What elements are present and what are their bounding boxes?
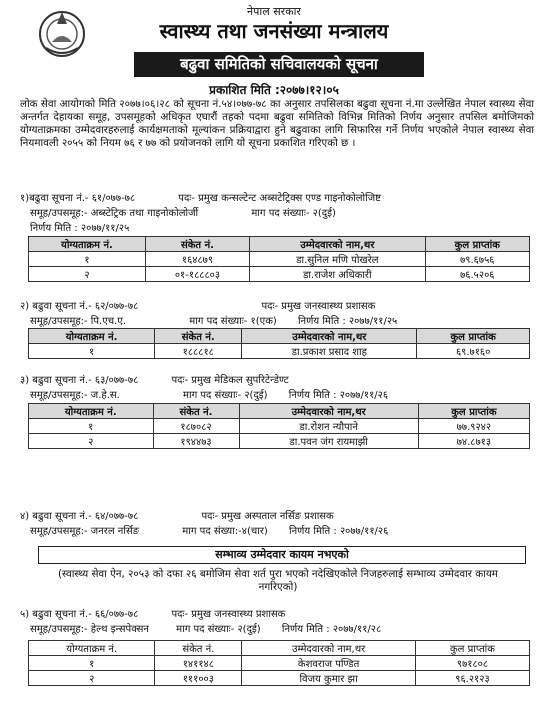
table-header-row: योग्यताक्रम नं. संकेत नं. उम्मेदवारको नाम,थर कुल प्राप्तांक: [29, 404, 530, 419]
section3-line2: समूह/उपसमूह:- ज.हे.स. माग पद संख्याः- २(दुई) निर्णय मिति : २०७७/११/२६: [30, 390, 389, 401]
table-row: २ १११००३ विजय कुमार झा ९६.२१२३: [29, 671, 530, 686]
ministry-name: स्वास्थ्य तथा जनसंख्या मन्त्रालय: [159, 19, 389, 43]
intro-paragraph: लोक सेवा आयोगको मिति २०७७।०६।२८ को सूचना नं.५४।०७७-७८ का अनुसार तपसिलका बढुवा सूचना नं.मा उल्लेखित नेपाल स्वास्थ्य सेवा अन्तर्गत देहायका समूह, उपसमूहको अधिकृत एघारौं तहको पदमा बढुवा समितिको विभिन्न मितिको निर्णय अनुसार तपसिल बमोजिमको योग्यताक्रमका उम्मेदवारहरुलाई कार्यक्षमताको मूल्यांकन प्रक्रियाद्वारा हुने बढुवाका लागि सिफारिस गर्ने निर्णय भएकोले नेपाल स्वास्थ्य सेवा नियमावली २०५५ को नियम ७६ र ७७ को प्रयोजनको लागि यो सूचना प्रकाशित गरिएको छ ।: [20, 98, 534, 149]
section2-table: [28, 328, 530, 359]
table-row: १ १८७०८२ डा.रोशन न्यौपाने ७७.९२४२: [29, 419, 530, 434]
section1-line2: समूह/उपसमूह:- अब्स्टेट्रिक तथा गाइनोकोलोर्जी माग पद संख्याः- २(दुई): [30, 208, 336, 219]
section5-line2: समूह/उपसमूह:- हेल्थ इन्सपेक्सन माग पद संख्याः- २(दुई) निर्णय मिति : २०७७/११/२८: [30, 624, 382, 635]
table-header-row: योग्यताक्रम नं. संकेत नं. उम्मेदवारको नाम,थर कुल प्राप्तांक: [29, 641, 530, 656]
table-row: २ १९४४७३ डा.पवन जंग रायमाझी ७४.८७१३: [29, 434, 530, 449]
section4-line2: समूह/उपसमूह:- जनरल नर्सिङ माग पद संख्या:-४(चार) निर्णय मिति : २०७७/११/२६: [30, 526, 389, 537]
section1-table: [28, 236, 530, 282]
table-row: १ १८८८१८ डा.प्रकाश प्रसाद शाह ६९.७१६०: [29, 344, 530, 359]
section3-line1: ३) बढुवा सूचना नं.- ६३/०७७-७८ पदः- प्रमुख मेडिकल सुपरिटेन्डेण्ट: [20, 375, 289, 386]
table-row: १ १६४८७९ डा.सुनिल मणि पोखरेल ७९.६७५६: [29, 252, 530, 267]
section5-line1: ५) बढुवा सूचना नं.- ६६/०७७-७८ पदः- प्रमुख जनस्वास्थ्य प्रशासक: [20, 609, 286, 620]
section2-line2: समूह/उपसमूह:- पि.एच.ए. माग पद संख्याः- १(एक) निर्णय मिति : २०७७/११/२५: [30, 316, 398, 327]
government-name: नेपाल सरकार: [247, 5, 301, 18]
table-row: १ १४११४८ केशवराज पण्डित ९७१८०८: [29, 656, 530, 671]
no-eligible-candidate-note: (स्वास्थ्य सेवा ऐन, २०५३ को दफा २६ बमोजिम सेवा शर्त पुरा भएको नदेखिएकोले निजहरुलाई सम्भाव्य उम्मेदवार कायम नगरिएको): [58, 568, 498, 593]
section5-table: [28, 640, 530, 686]
section3-table: [28, 403, 530, 449]
section1-line1: १)बढुवा सूचना नं.- ६१/०७७-७८ पदः- प्रमुख कन्सल्टेन्ट अब्सटेट्रिक्स एण्ड गाइनोकोलोजिष्ट: [20, 193, 381, 204]
table-header-row: योग्यताक्रम नं. संकेत नं. उम्मेदवारको नाम,थर कुल प्राप्तांक: [29, 329, 530, 344]
published-date: प्रकाशित मिति :२०७७।१२।०५: [209, 83, 339, 97]
table-header-row: योग्यताक्रम नं. संकेत नं. उम्मेदवारको नाम,थर कुल प्राप्तांक: [29, 237, 530, 252]
section2-line1: २) बढुवा सूचना नं.- ६२/०७७-७८ पदः- प्रमुख जनस्वास्थ्य प्रशासक: [20, 301, 376, 312]
section4-line1: ४) बढुवा सूचना नं.- ६४/०७७-७८ पदः- प्रमुख अस्पताल नर्सिङ प्रशासक: [20, 511, 334, 522]
section1-line3: निर्णय मिति : २०७७/११/२५: [30, 223, 130, 234]
table-row: २ ०१-१८८८०३ डा.राजेश अधिकारी ७६.५२०६: [29, 267, 530, 282]
no-eligible-candidate-heading: सम्भाव्य उम्मेदवार कायम नभएको: [38, 546, 526, 564]
notice-title-banner: बढुवा समितिको सचिवालयको सूचना: [134, 52, 424, 77]
